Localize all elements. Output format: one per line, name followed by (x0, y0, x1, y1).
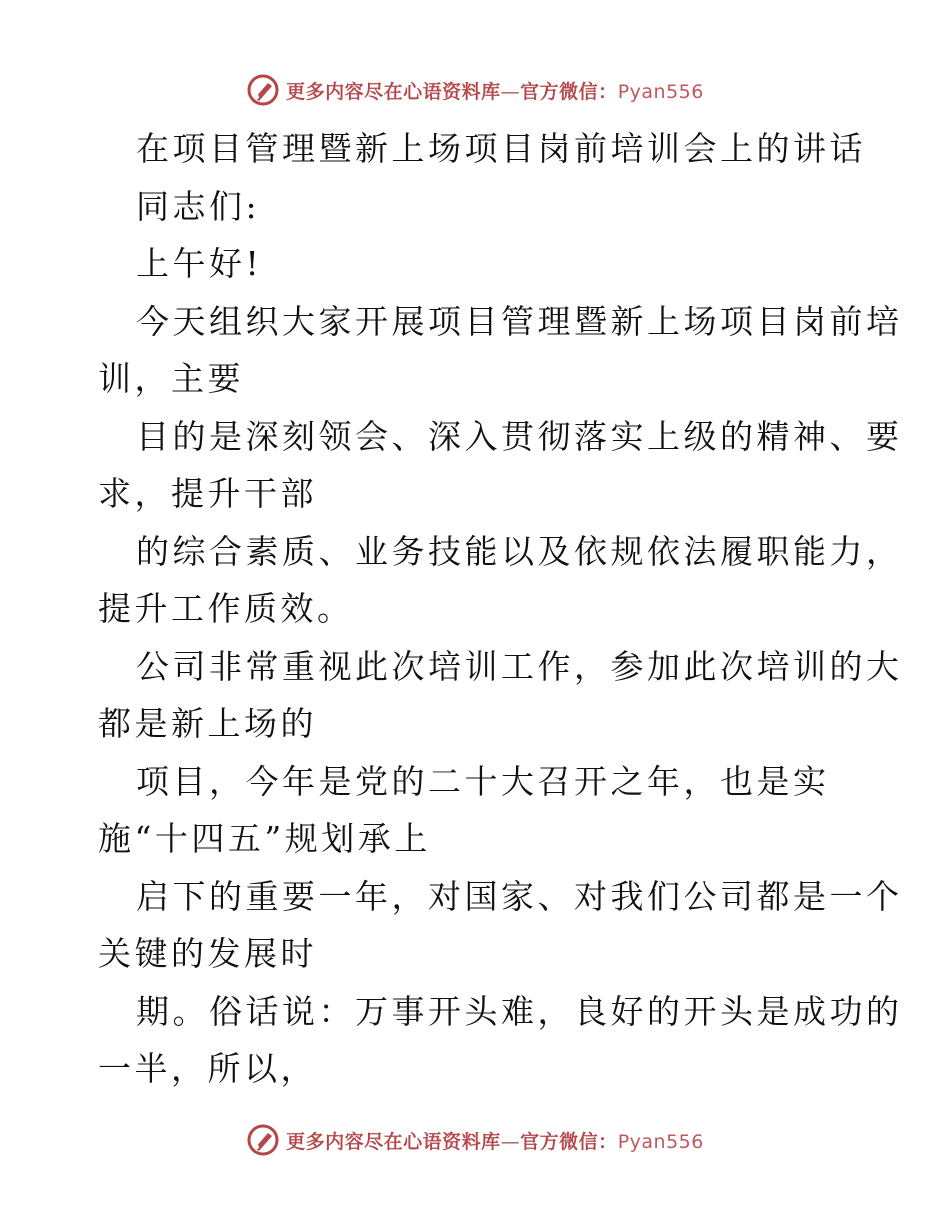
paragraph-line: 都是新上场的 (98, 704, 317, 743)
paragraph-line: 今天组织大家开展项目管理暨新上场项目岗前培 (136, 301, 903, 341)
paragraph-line: 的综合素质、业务技能以及依规依法履职能力， (136, 531, 903, 571)
watermark-label: 官方微信： (520, 1130, 618, 1153)
watermark-brand: 更多内容尽在心语资料库 (286, 80, 501, 103)
watermark-account: Pyan556 (617, 80, 704, 103)
paragraph-line: 同志们: (136, 186, 261, 226)
paragraph-line: 目的是深刻领会、深入贯彻落实上级的精神、要 (136, 416, 903, 456)
paragraph-line: 期。俗话说：万事开头难，良好的开头是成功的 (136, 991, 903, 1031)
pen-logo-icon (246, 73, 280, 107)
paragraph-line: 启下的重要一年，对国家、对我们公司都是一个 (136, 876, 903, 916)
watermark-label: 官方微信： (520, 80, 618, 103)
paragraph-line: 项目，今年是党的二十大召开之年，也是实 (136, 761, 830, 801)
paragraph-line: 提升工作质效。 (98, 589, 354, 628)
watermark-account: Pyan556 (617, 1130, 704, 1153)
watermark-text (286, 77, 704, 104)
watermark-text (286, 1127, 704, 1154)
watermark-footer (0, 1120, 950, 1160)
paragraph-line: 关键的发展时 (98, 934, 317, 973)
document-title: 在项目管理暨新上场项目岗前培训会上的讲话 (136, 129, 866, 168)
paragraph-line: 施“十四五”规划承上 (98, 819, 431, 858)
paragraph-line: 公司非常重视此次培训工作，参加此次培训的大 (136, 646, 903, 686)
watermark-separator: — (500, 80, 521, 103)
paragraph-line: 训，主要 (98, 359, 244, 398)
paragraph-line: 求，提升干部 (98, 474, 317, 513)
document-body (98, 120, 903, 1098)
paragraph-line: 上午好! (136, 244, 263, 283)
paragraph-line: 一半，所以， (98, 1049, 317, 1088)
watermark-brand: 更多内容尽在心语资料库 (286, 1130, 501, 1153)
watermark-separator: — (500, 1130, 521, 1153)
watermark-header (0, 70, 950, 110)
pen-logo-icon (246, 1123, 280, 1157)
